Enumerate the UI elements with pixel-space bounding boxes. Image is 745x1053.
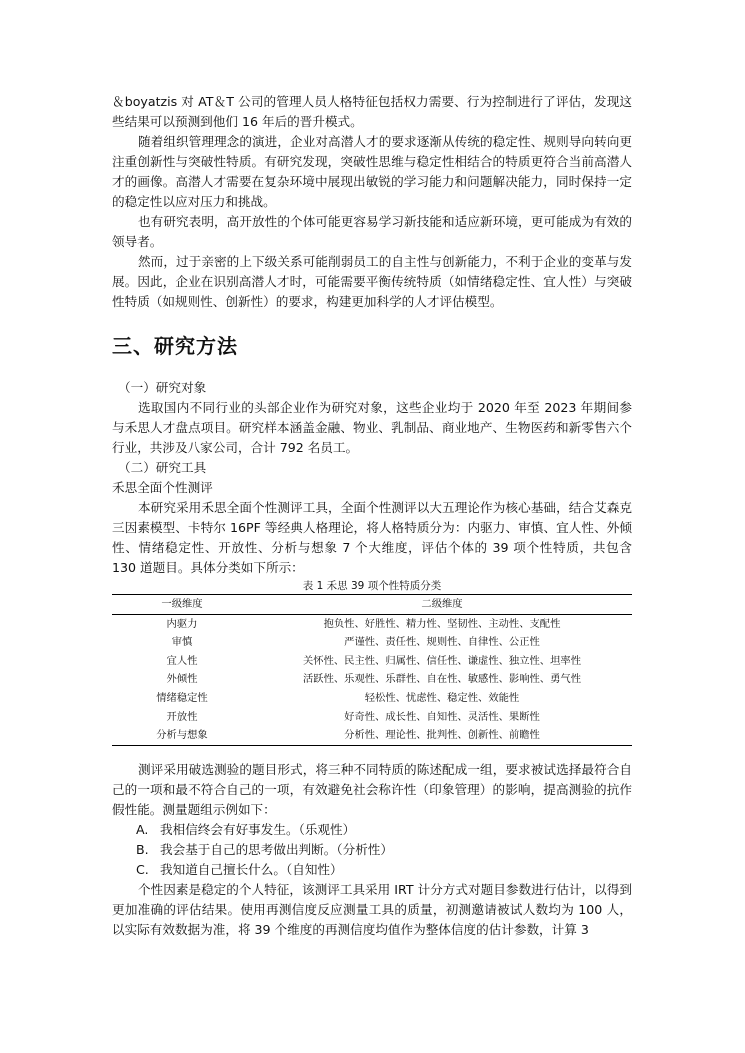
table-row (112, 614, 632, 633)
table-cell-traits: 严谨性、责任性、规则性、自律性、公正性 (344, 636, 540, 649)
table-cell-traits: 抱负性、好胜性、精力性、坚韧性、主动性、支配性 (323, 617, 561, 630)
option-letter: B. (136, 841, 149, 857)
document-body (112, 92, 632, 940)
paragraph-final: 个性因素是稳定的个人特征，该测评工具采用 IRT 计分方式对题目参数进行估计，以得到更加准确的评估结果。使用再测信度反应测量工具的质量，初测邀请被试人数均为 100 人，以实际有效数据为准，将 39 个维度的再测信度均值作为整体信度的估计参数，计算 3 (112, 881, 632, 937)
paragraph-4: 然而，过于亲密的上下级关系可能削弱员工的自主性与创新能力，不利于企业的变革与发展。因此，企业在识别高潜人才时，可能需要平衡传统特质（如情绪稳定性、宜人性）与突破性特质（如规则性、创新性）的要求，构建更加科学的人才评估模型。 (112, 254, 632, 309)
subsection-title-tools: （二）研究工具 (118, 460, 207, 475)
table-cell-traits: 活跃性、乐观性、乐群性、自在性、敏感性、影响性、勇气性 (302, 673, 581, 686)
table-cell-traits: 分析性、理论性、批判性、创新性、前瞻性 (344, 729, 540, 742)
table-cell-dimension: 外倾性 (166, 673, 198, 686)
table-row (112, 726, 632, 745)
table-cell-dimension: 宜人性 (166, 654, 198, 667)
table-cell-dimension: 情绪稳定性 (156, 691, 208, 704)
option-item (112, 840, 632, 860)
table-caption: 表 1 禾思 39 项个性特质分类 (302, 580, 442, 592)
paragraph-2: 随着组织管理理念的演进，企业对高潜人才的要求逐渐从传统的稳定性、规则导向转向更注重创新性与突破性特质。有研究发现，突破性思维与稳定性相结合的特质更符合当前高潜人才的画像。高潜人才需要在复杂环境中展现出敏锐的学习能力和问题解决能力，同时保持一定的稳定性以应对压力和挑战。 (112, 134, 632, 209)
paragraph-method: 测评采用破选测验的题目形式，将三种不同特质的陈述配成一组，要求被试选择最符合自己的一项和最不符合自己的一项，有效避免社会称许性（印象管理）的影响，提高测验的抗作假性能。测量题组示例如下： (112, 761, 632, 817)
table-cell-traits: 轻松性、忧虑性、稳定性、效能性 (364, 691, 520, 704)
table-header-row (112, 595, 632, 615)
option-item (112, 860, 632, 880)
table-header-cell: 二级维度 (421, 598, 463, 610)
table-row (112, 708, 632, 727)
paragraph-3: 也有研究表明，高开放性的个体可能更容易学习新技能和适应新环境，更可能成为有效的领导者。 (112, 214, 632, 249)
option-text: 我相信终会有好事发生。（乐观性） (160, 821, 356, 837)
option-letter: C. (136, 861, 149, 877)
table-cell-traits: 关怀性、民主性、归属性、信任性、谦虚性、独立性、坦率性 (302, 654, 581, 667)
table-cell-dimension: 开放性 (166, 710, 198, 723)
table-cell-dimension: 内驱力 (166, 617, 198, 630)
subsection-title-subjects: （一）研究对象 (118, 380, 207, 395)
paragraph-tool: 本研究采用禾思全面个性测评工具，全面个性测评以大五理论作为核心基础，结合艾森克三因素模型、卡特尔 16PF 等经典人格理论，将人格特质分为：内驱力、审慎、宜人性、外倾性、情绪稳定性、开放性、分析与想象 7 个大维度，评估个体的 39 项个性特质，共包含 130 道题目。具体分类如下所示： (112, 500, 632, 575)
section-title: 三、研究方法 (112, 334, 238, 358)
table-header-cell: 一级维度 (161, 598, 203, 610)
option-text: 我会基于自己的思考做出判断。（分析性） (160, 841, 393, 857)
table-row (112, 689, 632, 708)
table-row (112, 670, 632, 689)
table-row (112, 633, 632, 652)
option-text: 我知道自己擅长什么。（自知性） (160, 861, 343, 877)
paragraph-1: ＆boyatzis 对 AT＆T 公司的管理人员人格特征包括权力需要、行为控制进行了评估，发现这些结果可以预测到他们 16 年后的晋升模式。 (112, 94, 632, 129)
option-item (112, 820, 632, 840)
traits-table (112, 594, 632, 746)
table-cell-dimension: 分析与想象 (156, 729, 208, 742)
table-cell-dimension: 审慎 (171, 636, 193, 649)
option-letter: A. (136, 821, 149, 837)
tool-title: 禾思全面个性测评 (112, 480, 213, 495)
table-row (112, 652, 632, 671)
paragraph-subjects: 选取国内不同行业的头部企业作为研究对象，这些企业均于 2020 年至 2023 年期间参与禾思人才盘点项目。研究样本涵盖金融、物业、乳制品、商业地产、生物医药和新零售六个行业，共涉及八家公司，合计 792 名员工。 (112, 400, 632, 455)
table-cell-traits: 好奇性、成长性、自知性、灵活性、果断性 (344, 710, 540, 723)
